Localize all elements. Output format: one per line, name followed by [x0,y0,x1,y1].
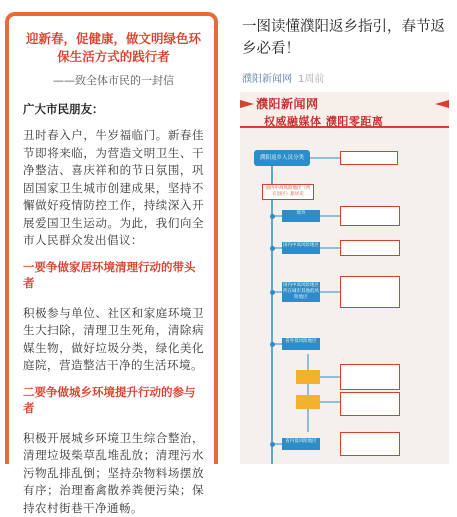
flow-item-detail [340,392,400,416]
letter-title: 迎新春，促健康，做文明绿色环保生活方式的践行者 [23,30,204,66]
letter-card[interactable] [5,12,218,464]
article-preview[interactable] [240,0,457,464]
flow-dot [270,342,275,347]
flow-item-high-risk: 国内中高风险地区 [282,242,320,254]
flow-item-out-province: 省外低风险地区 [282,338,320,350]
article-source[interactable]: 濮阳新闻网 [242,74,292,85]
letter-subtitle: ——致全体市民的一封信 [23,72,204,88]
article-title[interactable]: 一图读懂濮阳返乡指引，春节返乡必看！ [242,16,452,60]
flow-dot [270,246,275,251]
flow-orange-1 [296,370,320,384]
infographic-image[interactable] [240,92,449,464]
flow-root-note [340,151,398,165]
article-time: 1周前 [298,74,324,85]
flow-orange-2 [296,395,320,409]
flow-item-detail [340,206,400,226]
flow-item-detail [340,364,400,390]
letter-heading-2: 二要争做城乡环境提升行动的参与者 [23,384,204,416]
flow-dot [270,214,275,219]
article-meta [242,70,457,85]
letter-heading-1: 一要争做家居环境清理行动的带头者 [23,259,204,291]
infographic-brand: 濮阳新闻网 [256,95,319,112]
letter-intro: 丑时春入户，牛岁福临门。新春佳节即将来临，为营造文明卫生、干净整洁、喜庆祥和的节日氛围，巩固国家卫生城市创建成果，坚持不懈做好疫情防控工作，持续深入开展爱国卫生运动。为此，我们向全市人民群众发出倡议： [23,127,204,250]
letter-paragraph-2: 积极开展城乡环境卫生综合整治，清理垃圾柴草乱堆乱放；清理污水污物乱排乱倒；坚持杂物料场摆放有序；治理畜禽散养粪便污染；保持农村街巷干净通畅。 [23,430,204,517]
flow-branch: 国内中高风险地区（所在县区）旅居史 [262,184,314,200]
infographic-slogan: 权威融媒体 濮阳零距离 [264,113,383,129]
flow-item-high-risk-city: 国内中高风险地区所在城市其他低风险地区 [282,282,320,302]
letter-paragraph-1: 积极参与单位、社区和家庭环境卫生大扫除，清理卫生死角，清除病媒生物，做好垃圾分类，绿化美化庭院，营造整洁干净的生活环境。 [23,305,204,375]
flow-item-detail [340,276,400,308]
flow-dot [270,442,275,447]
flow-item-overseas: 境外 [282,210,320,222]
letter-greeting: 广大市民朋友： [23,101,204,117]
flow-item-detail [340,432,400,456]
flow-item-in-province: 省内低风险地区 [282,438,320,450]
flow-item-detail [340,240,400,256]
flow-root: 濮阳返乡人员分类 [254,150,310,166]
flow-dot [270,290,275,295]
